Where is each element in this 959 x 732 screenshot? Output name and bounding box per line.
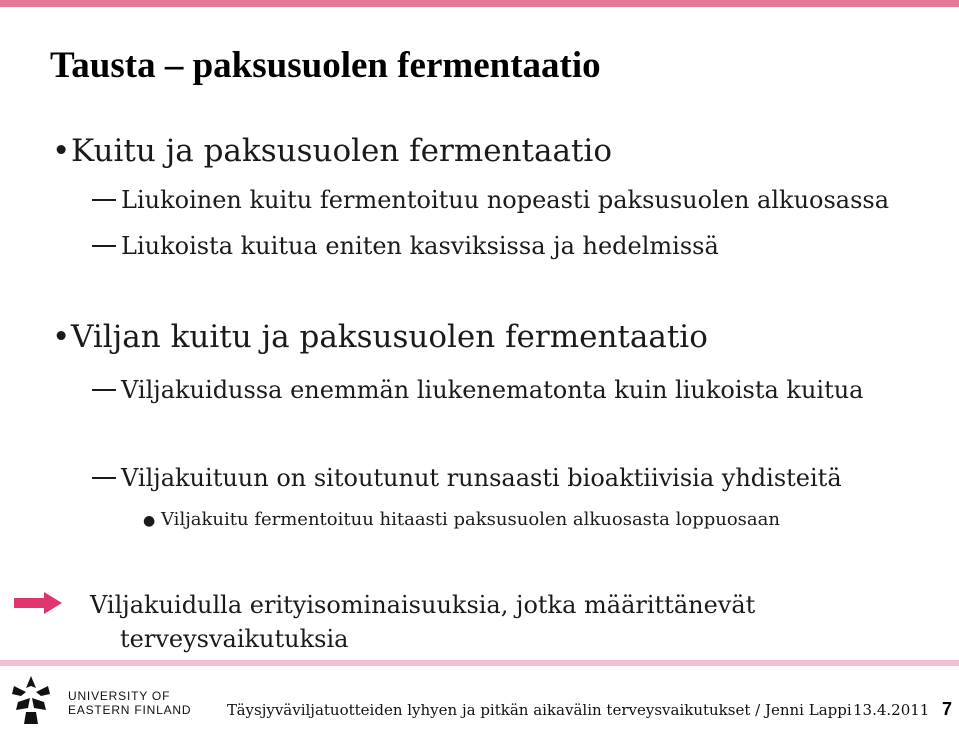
dash-icon: [92, 477, 116, 479]
sub-sub-bullet-viljakuitu: [143, 507, 780, 534]
sub-bullet-liukoinen: [92, 182, 937, 218]
sub-bullet-liukoista: [92, 228, 937, 264]
bullet-text: Viljan kuitu ja paksusuolen fermentaatio: [71, 319, 708, 355]
slide-title: Tausta – paksusuolen fermentaatio: [50, 45, 601, 86]
dash-icon: [92, 199, 116, 201]
footer-date: 13.4.2011: [853, 701, 930, 719]
university-name: [68, 689, 191, 717]
sub-bullet-viljakuidussa: [92, 372, 912, 408]
sub-bullet-text: Liukoista kuitua eniten kasviksissa ja hedelmissä: [121, 232, 719, 260]
conclusion-line1: Viljakuidulla erityisominaisuuksia, jotka määrittänevät: [90, 591, 756, 619]
bullet-dot-icon: •: [52, 319, 71, 355]
page-number: 7: [942, 699, 953, 719]
sub-bullet-text: Viljakuidussa enemmän liukenematonta kuin liukoista kuitua: [121, 376, 864, 404]
bullet-kuitu: [52, 132, 612, 170]
sub-sub-bullet-text: Viljakuitu fermentoituu hitaasti paksusuolen alkuosasta loppuosaan: [161, 509, 780, 530]
university-line1: UNIVERSITY OF: [68, 689, 171, 703]
university-line2: EASTERN FINLAND: [68, 703, 192, 717]
sub-bullet-viljakuituun: [92, 460, 937, 496]
bullet-dot-icon: ●: [143, 513, 156, 529]
bullet-dot-icon: •: [52, 133, 71, 169]
sub-bullet-text: Liukoinen kuitu fermentoituu nopeasti paksusuolen alkuosassa: [121, 186, 890, 214]
bullet-viljan: [52, 318, 708, 356]
right-arrow-icon: [14, 592, 62, 614]
footer-text: Täysjyväviljatuotteiden lyhyen ja pitkän aikavälin terveysvaikutukset / Jenni Lappi: [227, 701, 852, 719]
bullet-text: Kuitu ja paksusuolen fermentaatio: [71, 133, 612, 169]
top-accent-bar: [0, 0, 959, 7]
sub-bullet-text: Viljakuituun on sitoutunut runsaasti bioaktiivisia yhdisteitä: [121, 464, 842, 492]
dash-icon: [92, 389, 116, 391]
bottom-divider-bar: [0, 660, 959, 666]
dash-icon: [92, 245, 116, 247]
conclusion-line2: terveysvaikutuksia: [120, 625, 349, 653]
uef-logo-icon: [8, 674, 54, 726]
conclusion-text: [90, 588, 850, 656]
